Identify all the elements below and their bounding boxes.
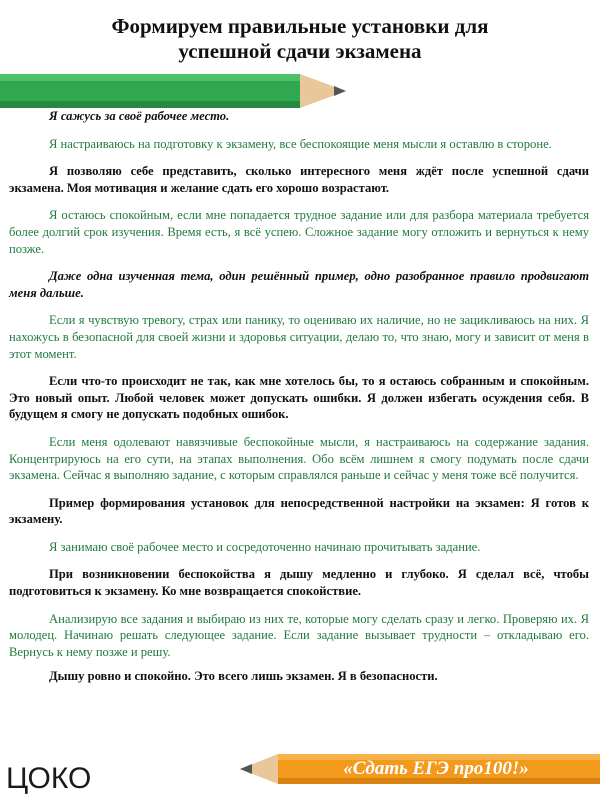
paragraph-2: Я настраиваюсь на подготовку к экзамену, все беспокоящие меня мысли я оставлю в стороне. (49, 136, 552, 151)
paragraph-4: Я остаюсь спокойным, если мне попадается трудное задание или для разбора материала требуется более долгий срок изучения. Время есть, я всё успею. Сложное задание могу отложить и вернуться к нему позже. (9, 208, 589, 256)
paragraph-3: Я позволяю себе представить, сколько интересного меня ждёт после успешной сдачи экзамена. Моя мотивация и желание сдать его хорошо возрастают. (9, 164, 589, 195)
paragraph-10: Я занимаю своё рабочее место и сосредоточенно начинаю прочитывать задание. (49, 539, 481, 554)
logo-text: ЦОКО (6, 762, 92, 795)
article-body (9, 108, 589, 696)
paragraph-7: Если что-то происходит не так, как мне хотелось бы, то я остаюсь собранным и спокойным. Это новый опыт. Любой человек может допускать ошибки. Я должен избегать осуждения себя. В будущем я смогу не допускать подобных ошибок. (9, 374, 589, 422)
title-line-2: успешной сдачи экзамена (178, 39, 422, 63)
paragraph-11: При возникновении беспокойства я дышу медленно и глубоко. Я сделал всё, чтобы подготовиться к экзамену. Ко мне возвращается спокойствие. (9, 567, 589, 599)
title-line-1: Формируем правильные установки для (111, 14, 489, 38)
paragraph-1: Я сажусь за своё рабочее место. (49, 109, 230, 123)
page-title (0, 14, 600, 64)
paragraph-12: Анализирую все задания и выбираю из них те, которые могу сделать сразу и легко. Проверяю их. Я молодец. Начинаю решать следующее задание. Если задание вызывает трудности – откладываю его. Вернусь к нему позже и решу. (9, 611, 589, 659)
paragraph-13: Дышу ровно и спокойно. Это всего лишь экзамен. Я в безопасности. (49, 669, 438, 684)
paragraph-9: Пример формирования установок для непосредственной настройки на экзамен: Я готов к экзамену. (9, 495, 589, 527)
coko-logo (6, 762, 91, 796)
paragraph-5: Даже одна изученная тема, один решённый пример, одно разобранное правило продвигают меня дальше. (9, 269, 589, 300)
paragraph-6: Если я чувствую тревогу, страх или панику, то оцениваю их наличие, но не зацикливаюсь на них. Я нахожусь в безопасной для своей жизни и здоровья ситуации, делаю то, что знаю, могу и зависит от меня в этот момент. (9, 313, 589, 361)
banner-slogan: «Сдать ЕГЭ про100!» (343, 758, 529, 779)
paragraph-8: Если меня одолевают навязчивые беспокойные мысли, я настраиваюсь на содержание задания. Концентрируюсь на его сути, на этапах выполнения. Обо всём лишнем я смогу подумать после сдачи экзамена. Сейчас я выполняю задание, с которым справлялся раньше и сейчас у меня тоже всё получится. (9, 434, 589, 483)
